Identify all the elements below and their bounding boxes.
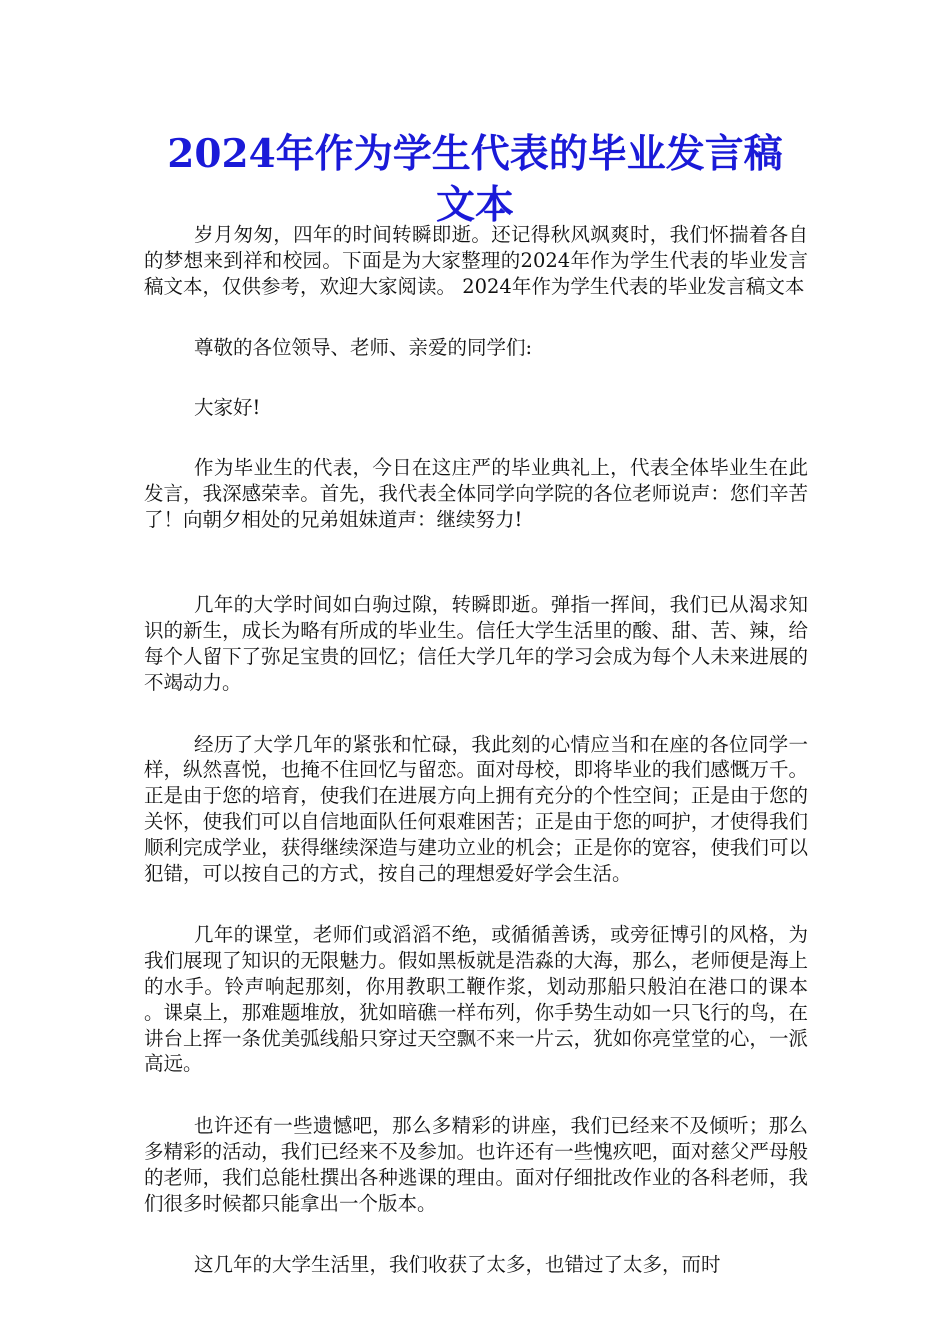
body-paragraph: 经历了大学几年的紧张和忙碌，我此刻的心情应当和在座的各位同学一样，纵然喜悦，也掩不住回忆与留恋。面对母校，即将毕业的我们感慨万千。正是由于您的培育，使我们在进展方向上拥有充分的个性空间；正是由于您的关怀，使我们可以自信地面队任何艰难困苦；正是由于您的呵护，才使得我们顺利完成学业，获得继续深造与建功立业的机会；正是你的宽容，使我们可以犯错，可以按自己的方式，按自己的理想爱好学会生活。 bbox=[144, 732, 808, 885]
body-paragraph: 几年的课堂，老师们或滔滔不绝，或循循善诱，或旁征博引的风格，为我们展现了知识的无限魅力。假如黑板就是浩淼的大海，那么，老师便是海上的水手。铃声响起那刻，你用教职工鞭作浆，划动那船只般泊在港口的课本 。课桌上，那难题堆放，犹如暗礁一样布列，你手势生动如一只飞行的鸟，在讲台上挥一条优美弧线船只穿过天空飘不来一片云，犹如你亮堂堂的心，一派高远。 bbox=[144, 923, 808, 1076]
body-paragraph: 几年的大学时间如白驹过隙，转瞬即逝。弹指一挥间，我们已从渴求知识的新生，成长为略有所成的毕业生。信任大学生活里的酸、甜、苦、辣，给每个人留下了弥足宝贵的回忆；信任大学几年的学习会成为每个人未来进展的不竭动力。 bbox=[144, 593, 808, 694]
document-body bbox=[144, 222, 808, 1278]
body-paragraph: 这几年的大学生活里，我们收获了太多，也错过了太多，而时 bbox=[194, 1253, 721, 1277]
greeting-paragraph: 大家好! bbox=[194, 396, 261, 420]
intro-paragraph: 岁月匆匆，四年的时间转瞬即逝。还记得秋风飒爽时，我们怀揣着各自的梦想来到祥和校园。下面是为大家整理的2024年作为学生代表的毕业发言稿文本，仅供参考，欢迎大家阅读。 2024年作为学生代表的毕业发言稿文本 bbox=[144, 223, 808, 298]
body-paragraph: 也许还有一些遗憾吧，那么多精彩的讲座，我们已经来不及倾听；那么多精彩的活动，我们已经来不及参加。也许还有一些愧疚吧，面对慈父严母般的老师，我们总能杜撰出各种逃课的理由。面对仔细批改作业的各科老师，我们很多时候都只能拿出一个版本。 bbox=[144, 1114, 808, 1215]
document-title-line-2: 文本 bbox=[435, 182, 514, 228]
body-paragraph: 作为毕业生的代表，今日在这庄严的毕业典礼上，代表全体毕业生在此发言，我深感荣幸。首先，我代表全体同学向学院的各位老师说声：您们辛苦了！向朝夕相处的兄弟姐妹道声：继续努力! bbox=[144, 455, 808, 531]
document-title-line-1: 2024年作为学生代表的毕业发言稿 bbox=[167, 131, 783, 177]
salutation-paragraph: 尊敬的各位领导、老师、亲爱的同学们: bbox=[194, 336, 533, 360]
